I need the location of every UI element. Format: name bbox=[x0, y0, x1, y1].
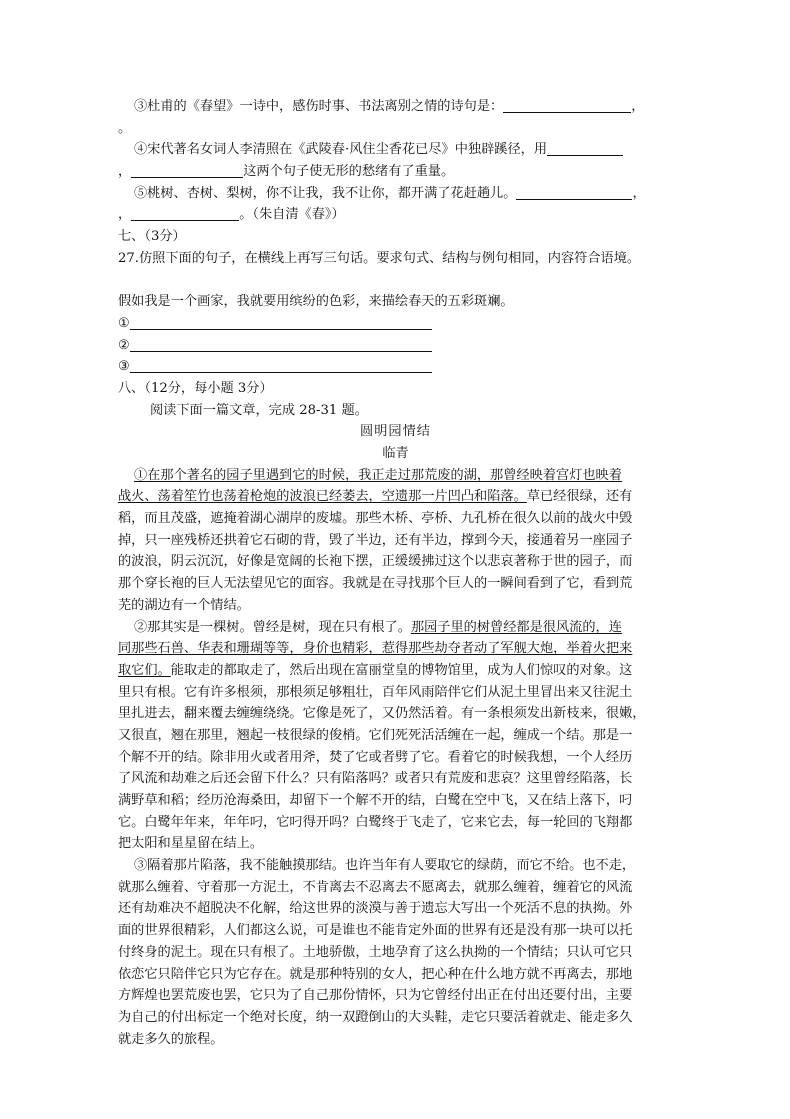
question-5-cont: ， 。（朱自清《春》） bbox=[118, 207, 345, 223]
answer-line-2: ② bbox=[118, 335, 673, 357]
answer-blank[interactable] bbox=[503, 98, 631, 113]
paragraph-3: ③隔着那片陷落，我不能触摸那结。也许当年有人要取它的绿荫，而它不给。也不走， 就那么缠着、守着那一方泥土，不肯离去不忍离去不愿离去，就那么缠着，缠着它的风流 还有劫难决不超脱决不化解，给这世界的淡漠与善于遗忘大写出一个死活不息的执拗。外 面的世界很精彩，人们都这么说，可是谁也不能肯定外面的世界有还是没有那一块可以托 付终身的泥土。现在只有根了。土地骄傲，土地孕育了这么执拗的一个情结；只认可它只 依恋它只陪伴它只为它存在。就是那种特别的女人，把心种在什么地方就不再离去，那地 方辉煌也罢荒废也罢，它只为了自己那份情怀，只为它曾经付出正在付出还要付出，主要 为自己的付出标定一个绝对长度，纳一双蹬倒山的大头鞋，走它只要活着就走、能走多久 就走多久的旅程。 bbox=[118, 858, 636, 1047]
answer-line-3: ③ bbox=[118, 356, 673, 378]
answer-blank[interactable] bbox=[547, 141, 623, 156]
exam-page bbox=[118, 96, 673, 1050]
section-7-heading: 七、（3分） bbox=[118, 229, 186, 245]
question-3-text: ③杜甫的《春望》一诗中，感伤时事、书法离别之情的诗句是： bbox=[134, 99, 504, 114]
answer-blank[interactable] bbox=[130, 315, 432, 330]
question-4-cont: ， 这两个句子使无形的愁绪有了重量。 bbox=[118, 164, 455, 180]
paragraph-2: ②那其实是一棵树。曾经是树，现在只有根了。那园子里的树曾经都是很风流的，连 同那些石兽、华表和珊瑚等等，身价也精彩，惹得那些劫夺者动了军舰大炮，举着火把来 取它们。能取走的都取走了，然后出现在富丽堂皇的博物馆里，成为人们惊叹的对象。这 里只有根。它有许多根须，那根须足够粗壮，百年风雨陪伴它们从泥土里冒出来又往泥土 里扎进去，翻来覆去缠缠绕绕。它像是死了，又仍然活着。有一条根须发出新枝来，很嫩， 又很直，翘在那里，翘起一枝很绿的俊梢。它们死死活活缠在一起，缠成一个结。那是一 个解不开的结。除非用火或者用斧，焚了它或者劈了它。看着它的时候我想，一个人经历 了风流和劫难之后还会留下什么？只有陷落吗？或者只有荒废和悲哀？这里曾经陷落，长 满野草和稻；经历沧海桑田，却留下一个解不开的结，白鹭在空中飞，又在结上落下，叼 它。白鹭年年来，年年叼，它叼得开吗？白鹭终于飞走了，它来它去，每一轮回的飞翔都 把太阳和星星留在结上。 bbox=[118, 619, 646, 852]
answer-blank[interactable] bbox=[131, 206, 239, 221]
answer-line-1: ① bbox=[118, 313, 673, 335]
reading-instruction: 阅读下面一篇文章，完成 28-31 题。 bbox=[150, 402, 368, 418]
section-8-heading: 八、（12分，每小题 3分） bbox=[118, 380, 273, 396]
question-5-text: ⑤桃树、杏树、梨树，你不让我，我不让你，都开满了花赶趟儿。 bbox=[134, 185, 517, 201]
question-3-cont: 。 bbox=[118, 120, 132, 136]
question-3: ③杜甫的《春望》一诗中，感伤时事、书法离别之情的诗句是： ， bbox=[134, 99, 645, 114]
example-sentence: 假如我是一个画家，我就要用缤纷的色彩，来描绘春天的五彩斑斓。 bbox=[118, 294, 514, 310]
answer-blank[interactable] bbox=[516, 185, 632, 200]
question-4 bbox=[118, 139, 673, 161]
article-author: 临青 bbox=[382, 446, 409, 461]
question-4-text: ④宋代著名女词人李清照在《武陵春·风住尘香花已尽》中独辟蹊径，用 bbox=[134, 142, 548, 158]
answer-blank[interactable] bbox=[131, 163, 243, 178]
answer-blank[interactable] bbox=[130, 358, 432, 373]
paragraph-1: ①在那个著名的园子里遇到它的时候，我正走过那荒废的湖，那曾经映着宫灯也映着 战火、荡着笙竹也荡着枪炮的波浪已经萎去，空遗那一片凹凸和陷落。草已经很绿，还有 稻，而且茂盛，遮掩着湖心湖岸的废墟。那些木桥、亭桥、九孔桥在很久以前的战火中毁 掉，只一座残桥还拱着它石砌的背，毁了半边，还有半边，撑到今天，接通着另一座园子 的波浪，阴云沉沉，好像是宽阔的长袍下摆，正缓缓拂过这个以悲哀著称于世的园子，而 那个穿长袍的巨人无法望见它的面容。我就是在寻找那个巨人的一瞬间看到了它，看到荒 芜的湖边有一个情结。 bbox=[118, 467, 633, 613]
question-27: 27.仿照下面的句子，在横线上再写三句话。要求句式、结构与例句相同，内容符合语境。 bbox=[118, 250, 641, 266]
article-title: 圆明园情结 bbox=[360, 424, 431, 440]
answer-blank[interactable] bbox=[130, 337, 432, 352]
question-5: ⑤桃树、杏树、梨树，你不让我，我不让你，都开满了花赶趟儿。 ， bbox=[134, 185, 646, 201]
